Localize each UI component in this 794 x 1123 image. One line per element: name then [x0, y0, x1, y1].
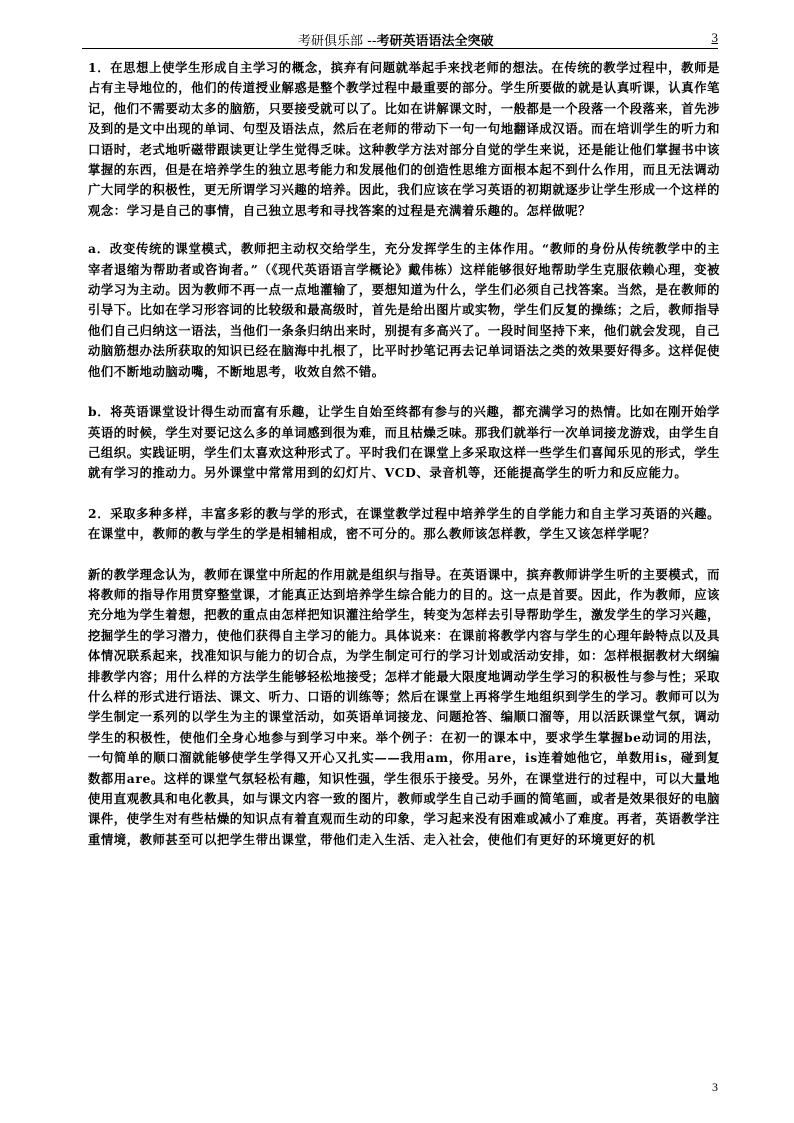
header-brand: 考研俱乐部 — [298, 34, 364, 49]
paragraph-point-b: b．将英语课堂设计得生动而富有乐趣，让学生自始至终都有参与的兴趣，都充满学习的热情。比如在刚开始学英语的时候，学生对要记这么多的单词感到很为难，而且枯燥乏味。那我们就举行一次单词接龙游戏，由学生自己组织。实践证明，学生们太喜欢这种形式了。平时我们在课堂上多采取这样一些学生们喜闻乐见的形式，学生就有学习的推动力。另外课堂中常常用到的幻灯片、VCD、录音机等，还能提高学生的听力和反应能力。 — [88, 404, 720, 481]
header-subtitle: 考研英语语法全突破 — [376, 34, 494, 49]
paragraph-point-1: 1．在思想上使学生形成自主学习的概念，摈弃有问题就举起手来找老师的想法。在传统的教学过程中，教师是占有主导地位的，他们的传道授业解惑是整个教学过程中最重要的部分。学生所要做的就是认真听课，认真作笔记，他们不需要动太多的脑筋，只要接受就可以了。比如在讲解课文时，一般都是一个段落一个段落来，首先涉及到的是文中出现的单词、句型及语法点，然后在老师的带动下一句一句地翻译成汉语。而在培训学生的听力和口语时，老式地听磁带跟读更让学生觉得乏味。这种教学方法对部分自觉的学生来说，还是能让他们掌握书中该掌握的东西，但是在培养学生的独立思考能力和发展他们的创造性思维方面根本起不到什么作用，而且无法调动广大同学的积极性，更无所谓学习兴趣的培养。因此，我们应该在学习英语的初期就逐步让学生形成一个这样的观念：学习是自己的事情，自己独立思考和寻找答案的过程是充满着乐趣的。怎样做呢？ — [88, 60, 720, 218]
header-title — [298, 30, 494, 49]
paragraph-point-a: a．改变传统的课堂模式，教师把主动权交给学生，充分发挥学生的主体作用。“教师的身份从传统教学中的主宰者退缩为帮助者或咨询者。”（《现代英语语言学概论》戴伟栋）这样能够很好地帮助学生克服依赖心理，变被动学习为主动。因为教师不再一点一点地灌输了，要想知道为什么，学生们必须自己找答案。当然，是在教师的引导下。比如在学习形容词的比较级和最高级时，首先是给出图片或实物，学生们反复的操练；之后，教师指导他们自己归纳这一语法，当他们一条条归纳出来时，别提有多高兴了。一段时间坚持下来，他们就会发现，自己动脑筋想办法所获取的知识已经在脑海中扎根了，比平时抄笔记再去记单词语法之类的效果要好得多。这样促使他们不断地动脑动嘴，不断地思考，收效自然不错。 — [88, 241, 720, 379]
paragraph-point-2: 2．采取多种多样，丰富多彩的教与学的形式，在课堂教学过程中培养学生的自学能力和自主学习英语的兴趣。在课堂中，教师的教与学生的学是相辅相成，密不可分的。那么教师该怎样教，学生又该怎样学呢？ — [88, 505, 720, 542]
footer-page-number: 3 — [712, 1080, 718, 1094]
page-header — [82, 30, 718, 49]
document-body — [88, 58, 720, 870]
paragraph-teaching-concept: 新的教学理念认为，教师在课堂中所起的作用就是组织与指导。在英语课中，摈弃教师讲学生听的主要模式，而将教师的指导作用贯穿整堂课，才能真正达到培养学生综合能力的目的。这一点是首要。因此，作为教师，应该充分地为学生着想，把教的重点由怎样把知识灌注给学生，转变为怎样去引导帮助学生，激发学生的学习兴趣，挖掘学生的学习潜力，使他们获得自主学习的能力。具体说来：在课前将教学内容与学生的心理年龄特点以及具体情况联系起来，找准知识与能力的切合点，为学生制定可行的学习计划或活动安排，如：怎样根据教材大纲编排教学内容；用什么样的方法学生能够轻松地接受；怎样才能最大限度地调动学生学习的积极性与参与性；采取什么样的形式进行语法、课文、听力、口语的训练等；然后在课堂上再将学生地组织到学生的学习。教师可以为学生制定一系列的以学生为主的课堂活动，如英语单词接龙、问题抢答、编顺口溜等，用以活跃课堂气氛，调动学生的积极性，使他们全身心地参与到学习中来。举个例子：在初一的课本中，要求学生掌握be动词的用法，一句简单的顺口溜就能够使学生学得又开心又扎实——我用am，你用are，is连着她他它，单数用is，碰到复数都用are。这样的课堂气氛轻松有趣，知识性强，学生很乐于接受。另外，在课堂进行的过程中，可以大量地使用直观教具和电化教具，如与课文内容一致的图片，教师或学生自己动手画的简笔画，或者是效果很好的电脑课件，使学生对有些枯燥的知识点有着直观而生动的印象，学习起来没有困难或减小了难度。再者，英语教学注重情境，教师甚至可以把学生带出课堂，带他们走入生活、走入社会，使他们有更好的环境更好的机 — [88, 566, 720, 847]
header-separator: -- — [363, 34, 377, 49]
header-page-number: 3 — [711, 30, 718, 45]
